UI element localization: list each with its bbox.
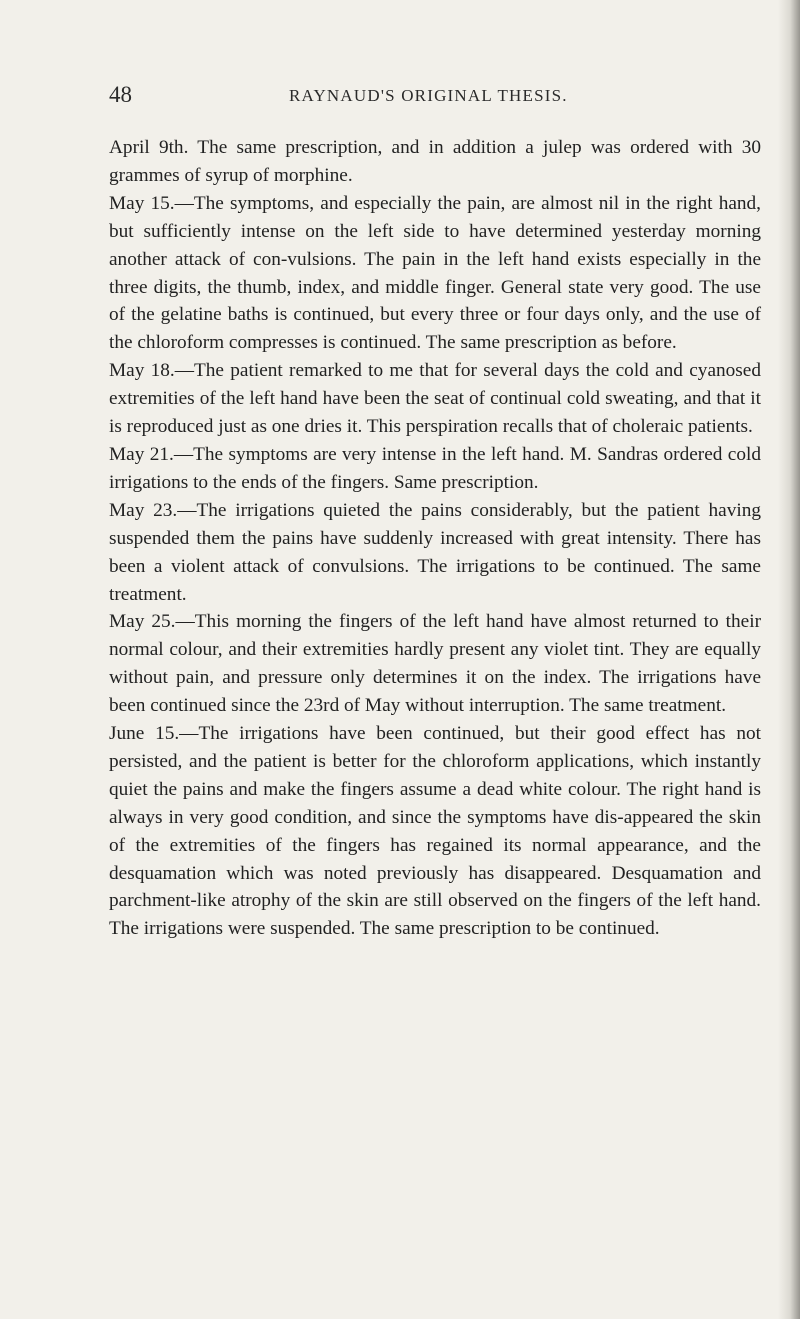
paragraph-april-9: April 9th. The same prescription, and in addition a julep was ordered with 30 grammes of syrup of morphine. <box>109 137 761 186</box>
paragraph-may-21: May 21.—The symptoms are very intense in the left hand. M. Sandras ordered cold irrigations to the ends of the fingers. Same prescription. <box>109 443 761 493</box>
page-edge-shadow <box>778 0 800 1319</box>
paragraph-june-15: June 15.—The irrigations have been continued, but their good effect has not persisted, and the patient is better for the chloroform applications, which instantly quiet the pains and make the fingers assume a dead white colour. The right hand is always in very good condition, and since the symptoms have dis-appeared the skin of the extremities of the fingers has regained its normal appearance, and the desquamation which was noted previously has disappeared. Desquamation and parchment-like atrophy of the skin are still observed on the fingers of the left hand. The irrigations were suspended. The same prescription to be continued. <box>109 723 761 940</box>
page-header <box>109 82 765 120</box>
paragraph-may-23: May 23.—The irrigations quieted the pains considerably, but the patient having suspended them the pains have suddenly increased with great intensity. There has been a violent attack of convulsions. The irrigations to be continued. The same treatment. <box>109 499 761 605</box>
paragraph-may-18: May 18.—The patient remarked to me that for several days the cold and cyanosed extremities of the left hand have been the seat of continual cold sweating, and that it is reproduced just as one dries it. This perspiration recalls that of choleraic patients. <box>109 360 761 438</box>
paragraph-may-15: May 15.—The symptoms, and especially the pain, are almost nil in the right hand, but sufficiently intense on the left side to have determined yesterday morning another attack of con-vulsions. The pain in the left hand exists especially in the three digits, the thumb, index, and middle finger. General state very good. The use of the gelatine baths is continued, but every three or four days only, and the use of the chloroform compresses is continued. The same prescription as before. <box>109 192 761 354</box>
page-number: 48 <box>109 82 132 107</box>
paragraph-may-25: May 25.—This morning the fingers of the left hand have almost returned to their normal colour, and their extremities hardly present any violet tint. They are equally without pain, and pressure only determines it on the index. The irrigations have been continued since the 23rd of May without interruption. The same treatment. <box>109 611 761 717</box>
body-text <box>109 134 761 943</box>
running-head: RAYNAUD'S ORIGINAL THESIS. <box>289 86 568 105</box>
